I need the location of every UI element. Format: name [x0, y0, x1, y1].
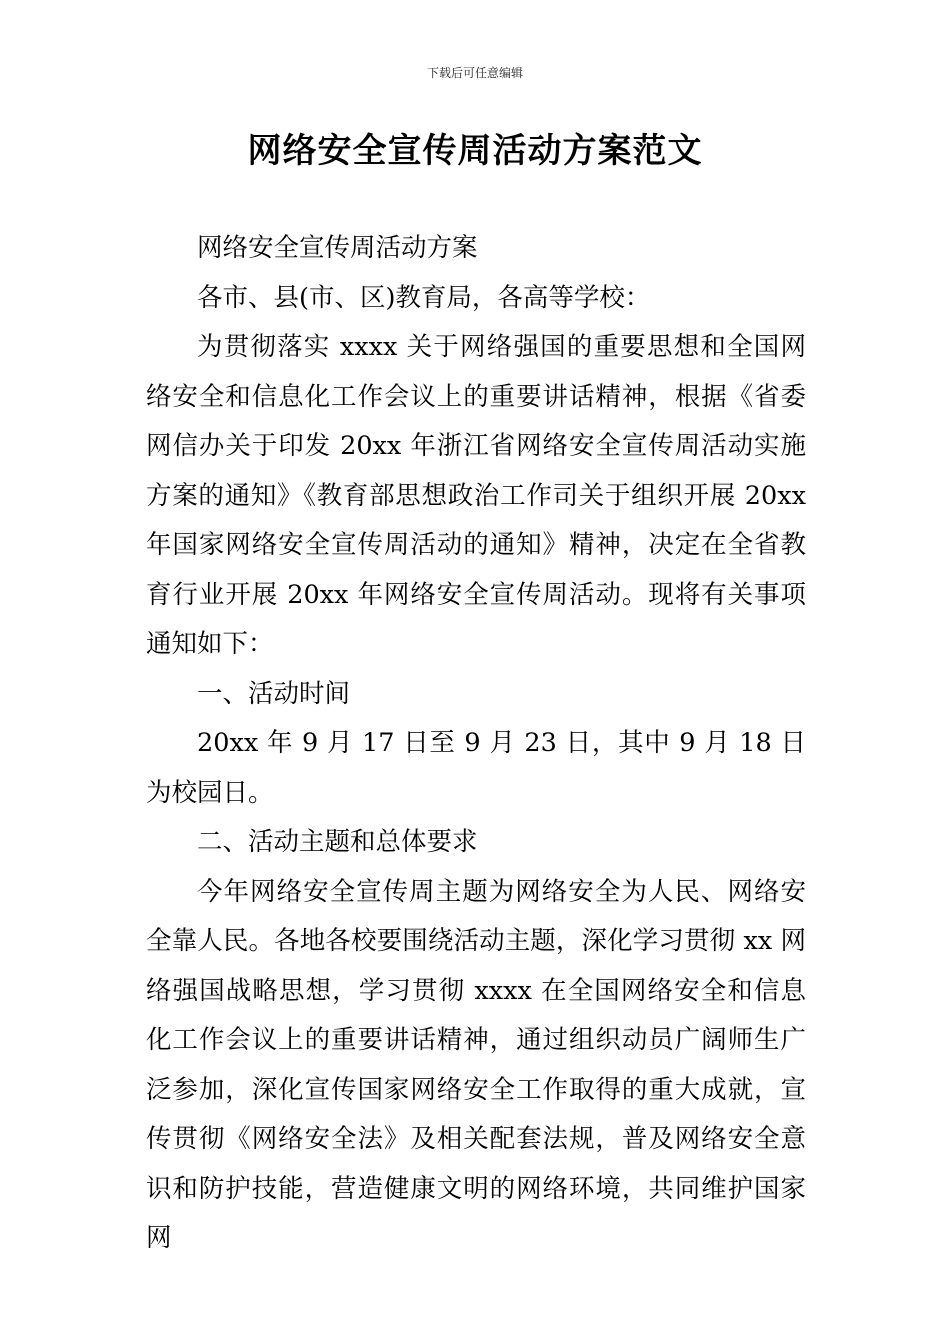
theme-paragraph: 今年网络安全宣传周主题为网络安全为人民、网络安全靠人民。各地各校要围绕活动主题，深化学习贯彻 xx 网络强国战略思想，学习贯彻 xxxx 在全国网络安全和信息化工作会议上的重要讲话精神，通过组织动员广阔师生广泛参加，深化宣传国家网络安全工作取得的重大成就，宣传贯彻《网络安全法》及相关配套法规，普及网络安全意识和防护技能，营造健康文明的网络环境，共同维护国家网	[146, 876, 806, 1253]
time-paragraph: 20xx 年 9 月 17 日至 9 月 23 日，其中 9 月 18 日为校园日。	[146, 728, 806, 808]
section-heading-theme: 二、活动主题和总体要求	[197, 827, 478, 857]
plan-subtitle: 网络安全宣传周活动方案	[197, 233, 478, 263]
salutation: 各市、县(市、区)教育局，各高等学校：	[197, 282, 651, 313]
section-heading-time: 一、活动时间	[197, 678, 351, 709]
intro-paragraph: 为贯彻落实 xxxx 关于网络强国的重要思想和全国网络安全和信息化工作会议上的重要讲话精神，根据《省委网信办关于印发 20xx 年浙江省网络安全宣传周活动实施方案的通知》《教育部思想政治工作司关于组织开展 20xx 年国家网络安全宣传周活动的通知》精神，决定在全省教育行业开展 20xx 年网络安全宣传周活动。现将有关事项通知如下：	[146, 332, 806, 659]
header-note: 下载后可任意编辑	[426, 66, 523, 80]
document-body	[146, 224, 806, 1264]
document-title: 网络安全宣传周活动方案范文	[247, 131, 703, 171]
